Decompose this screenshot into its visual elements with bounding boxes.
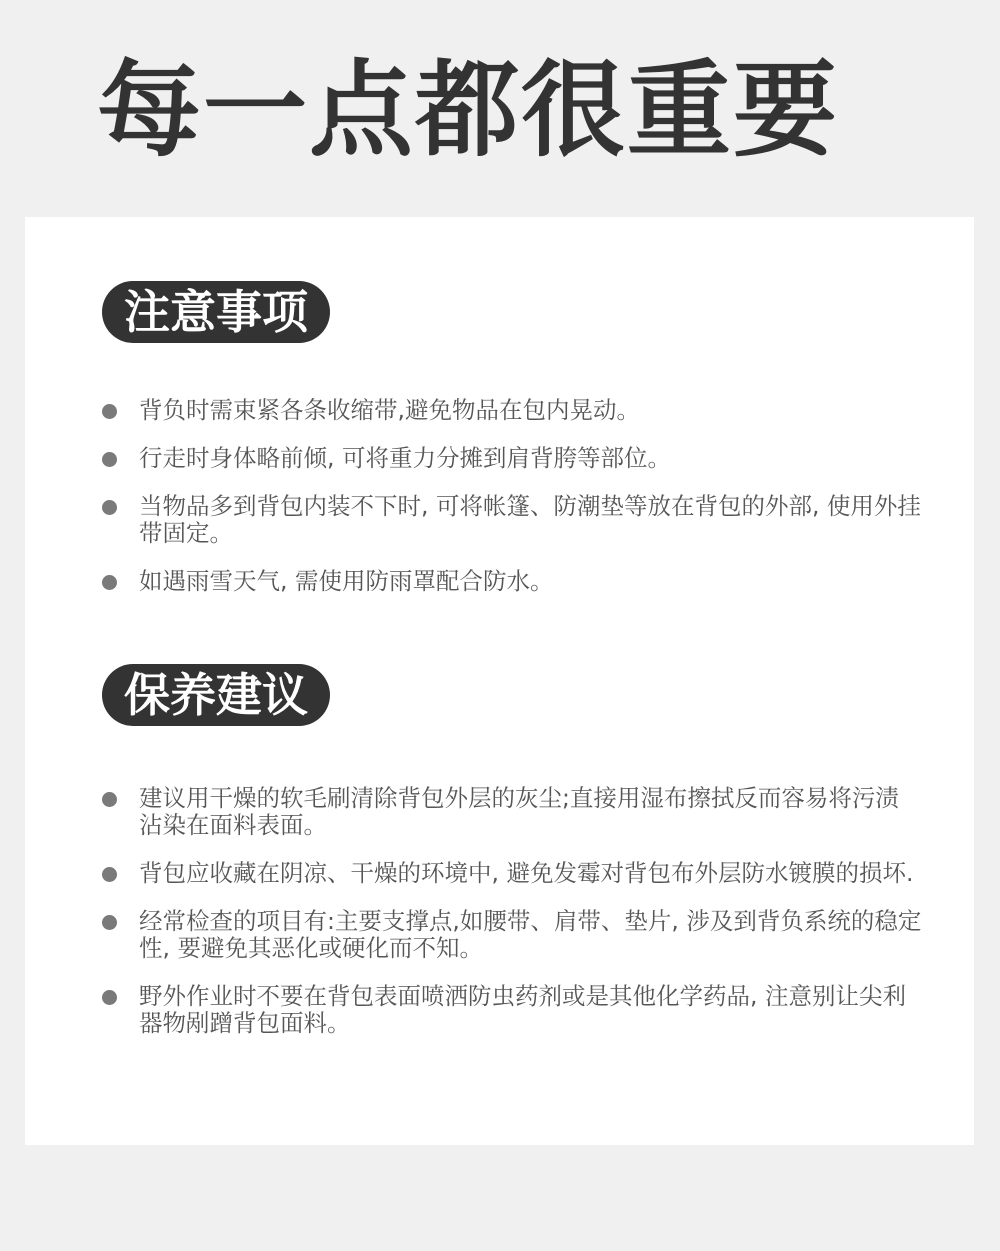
- section-precautions: [102, 281, 922, 595]
- list-item: [102, 908, 922, 962]
- content-card: [25, 217, 974, 1145]
- list-item: [102, 568, 922, 595]
- bullet-dot-icon: [102, 575, 117, 590]
- list-item-text: 建议用干燥的软毛刷清除背包外层的灰尘;直接用湿布擦拭反而容易将污渍沾染在面料表面。: [139, 784, 899, 839]
- section-heading-precautions: 注意事项: [102, 281, 330, 343]
- bullet-dot-icon: [102, 915, 117, 930]
- bullet-dot-icon: [102, 452, 117, 467]
- section-heading-maintenance: 保养建议: [102, 664, 330, 726]
- list-item: [102, 397, 922, 424]
- list-item-text: 经常检查的项目有:主要支撑点,如腰带、肩带、垫片, 涉及到背负系统的稳定性, 要避免其恶化或硬化而不知。: [139, 907, 922, 962]
- list-item: [102, 983, 922, 1037]
- list-item-text: 野外作业时不要在背包表面喷洒防虫药剂或是其他化学药品, 注意别让尖利器物剐蹭背包面料。: [139, 982, 906, 1037]
- section-maintenance: [102, 664, 922, 1037]
- precautions-list: [102, 397, 922, 595]
- list-item: [102, 860, 922, 887]
- list-item-text: 背负时需束紧各条收缩带,避免物品在包内晃动。: [139, 396, 640, 424]
- bullet-dot-icon: [102, 404, 117, 419]
- list-item-text: 背包应收藏在阴凉、干燥的环境中, 避免发霉对背包布外层防水镀膜的损坏.: [139, 859, 914, 887]
- list-item-text: 当物品多到背包内装不下时, 可将帐篷、防潮垫等放在背包的外部, 使用外挂带固定。: [139, 492, 921, 547]
- list-item-text: 行走时身体略前倾, 可将重力分摊到肩背胯等部位。: [139, 444, 671, 472]
- list-item-text: 如遇雨雪天气, 需使用防雨罩配合防水。: [139, 567, 554, 595]
- list-item: [102, 445, 922, 472]
- maintenance-list: [102, 785, 922, 1037]
- list-item: [102, 785, 922, 839]
- bullet-dot-icon: [102, 792, 117, 807]
- bullet-dot-icon: [102, 990, 117, 1005]
- list-item: [102, 493, 922, 547]
- bullet-dot-icon: [102, 500, 117, 515]
- bullet-dot-icon: [102, 867, 117, 882]
- page-title: 每一点都很重要: [97, 49, 840, 171]
